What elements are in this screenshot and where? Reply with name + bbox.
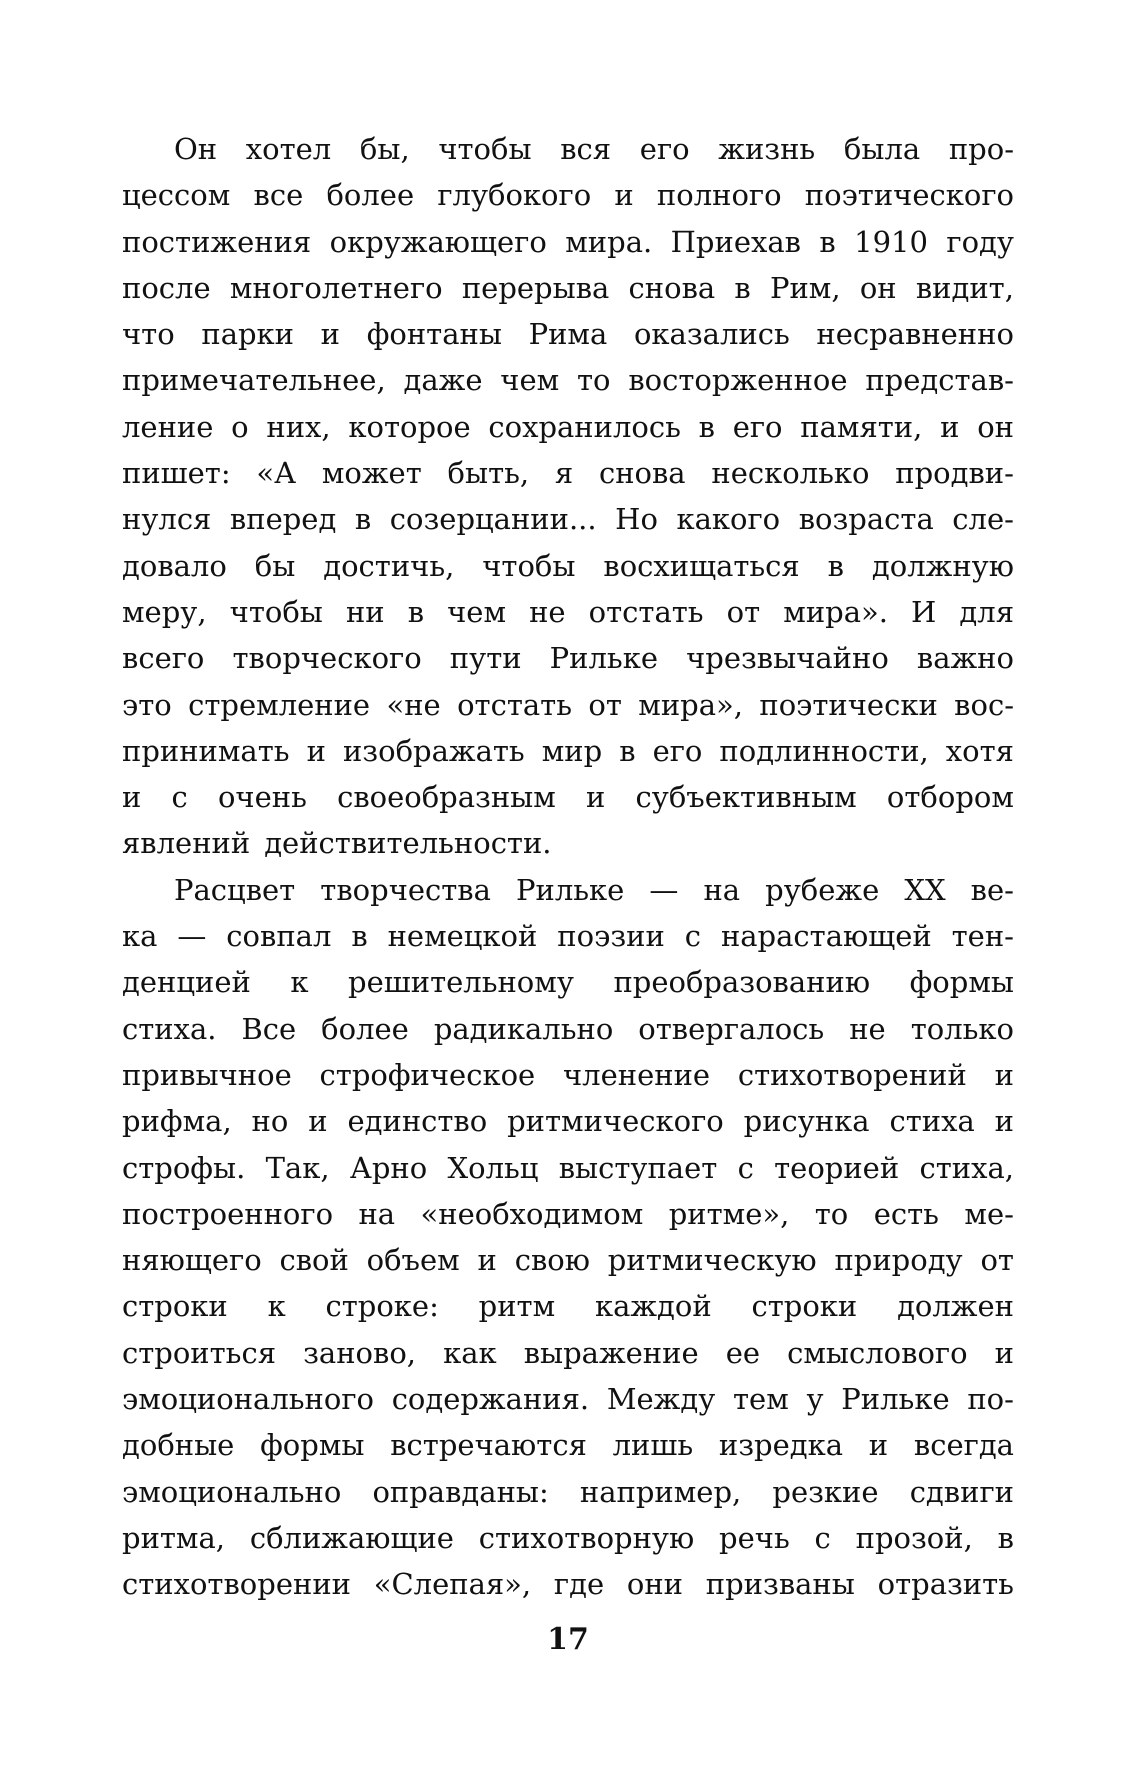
word: сле- bbox=[952, 502, 1014, 537]
word: глубокого bbox=[437, 178, 592, 213]
word: очень bbox=[217, 780, 307, 815]
word: всего bbox=[122, 641, 205, 676]
text-line bbox=[122, 1145, 1014, 1191]
word: есть bbox=[873, 1196, 939, 1231]
word: парки bbox=[201, 317, 294, 352]
word: и bbox=[320, 317, 341, 352]
word: подлинности, bbox=[719, 733, 929, 768]
word: «необходимом bbox=[420, 1196, 644, 1231]
word: многолетнего bbox=[229, 270, 443, 305]
word: и bbox=[994, 1104, 1014, 1139]
text-line bbox=[122, 1376, 1014, 1422]
word: субъективным bbox=[635, 780, 857, 815]
word: и bbox=[994, 1057, 1014, 1092]
word: стихотворений bbox=[737, 1057, 967, 1092]
word: и bbox=[868, 1428, 889, 1463]
word: резкие bbox=[772, 1474, 879, 1509]
word: которое bbox=[348, 409, 471, 444]
word: он bbox=[977, 409, 1014, 444]
word: полного bbox=[656, 178, 782, 213]
word: действительности. bbox=[264, 826, 552, 861]
word: И bbox=[911, 594, 937, 629]
word: созерцании... bbox=[389, 502, 597, 537]
word: выступает bbox=[558, 1150, 718, 1185]
text-line bbox=[122, 1515, 1014, 1561]
word: строфическое bbox=[319, 1057, 536, 1092]
text-line bbox=[122, 543, 1014, 589]
word: строиться bbox=[122, 1335, 277, 1370]
word: — bbox=[177, 919, 207, 954]
word: в bbox=[827, 548, 844, 583]
word: от bbox=[588, 687, 622, 722]
word: должную bbox=[871, 548, 1014, 583]
text-line bbox=[122, 219, 1014, 265]
word: его bbox=[639, 132, 690, 166]
text-line bbox=[122, 496, 1014, 542]
word: явлений bbox=[122, 826, 251, 861]
word: он bbox=[859, 270, 897, 305]
word: чем bbox=[500, 363, 560, 398]
word: восторженное bbox=[628, 363, 848, 398]
word: более bbox=[321, 1011, 409, 1046]
word: несколько bbox=[711, 456, 870, 491]
word: с bbox=[737, 1150, 754, 1185]
word: оказались bbox=[633, 317, 790, 352]
word: «Слепая», bbox=[373, 1567, 532, 1602]
word: Так, bbox=[265, 1150, 330, 1185]
word: встречаются bbox=[390, 1428, 587, 1463]
text-line bbox=[122, 867, 1014, 913]
word: вся bbox=[560, 132, 612, 166]
word: на bbox=[703, 872, 741, 907]
word: про- bbox=[948, 132, 1014, 166]
word: несравненно bbox=[816, 317, 1014, 352]
word: важно bbox=[916, 641, 1014, 676]
word: XX bbox=[904, 872, 946, 907]
word: для bbox=[959, 594, 1014, 629]
word: няющего bbox=[122, 1243, 262, 1278]
word: поэтически bbox=[759, 687, 938, 722]
word: денцией bbox=[122, 965, 251, 1000]
word: пути bbox=[449, 641, 522, 676]
word: где bbox=[553, 1567, 605, 1602]
text-line bbox=[122, 1469, 1014, 1515]
word: отстать bbox=[588, 594, 704, 629]
word: и bbox=[308, 1104, 328, 1139]
word: ритм bbox=[478, 1289, 556, 1324]
word: чем bbox=[447, 594, 507, 629]
word: Рильке bbox=[549, 641, 658, 676]
text-line bbox=[122, 172, 1014, 218]
word: ление bbox=[122, 409, 214, 444]
word: его bbox=[732, 409, 783, 444]
word: поэзии bbox=[557, 919, 665, 954]
word: в bbox=[734, 270, 751, 305]
word: ве- bbox=[970, 872, 1014, 907]
word: Расцвет bbox=[174, 872, 296, 907]
word: окружающего bbox=[329, 224, 547, 259]
word: чтобы bbox=[229, 594, 323, 629]
word: в bbox=[698, 409, 715, 444]
word: призваны bbox=[705, 1567, 855, 1602]
word: совпал bbox=[226, 919, 332, 954]
word: отбором bbox=[886, 780, 1014, 815]
word: довало bbox=[122, 548, 227, 583]
word: Он bbox=[174, 132, 218, 166]
word: представ- bbox=[865, 363, 1014, 398]
word: принимать bbox=[122, 733, 290, 768]
text-line bbox=[122, 126, 1014, 172]
word: свою bbox=[514, 1243, 590, 1278]
word: и bbox=[122, 780, 142, 815]
word: фонтаны bbox=[366, 317, 502, 352]
word: привычное bbox=[122, 1057, 292, 1092]
word: то bbox=[814, 1196, 849, 1231]
word: 1910 bbox=[854, 224, 928, 259]
word: объем bbox=[366, 1243, 460, 1278]
word: восхищаться bbox=[603, 548, 800, 583]
word: и bbox=[477, 1243, 497, 1278]
word: и bbox=[306, 733, 326, 768]
word: добные bbox=[122, 1428, 235, 1463]
word: Арно bbox=[349, 1150, 428, 1185]
word: эмоционально bbox=[122, 1474, 342, 1509]
word: от bbox=[980, 1243, 1014, 1278]
word: хотел bbox=[245, 132, 332, 166]
page-number: 17 bbox=[547, 1622, 589, 1657]
word: прозой, bbox=[855, 1520, 973, 1555]
word: о bbox=[231, 409, 249, 444]
word: чтобы bbox=[482, 548, 576, 583]
word: Но bbox=[615, 502, 658, 537]
word: строки bbox=[751, 1289, 858, 1324]
word: решительному bbox=[348, 965, 574, 1000]
word: чтобы bbox=[438, 132, 532, 166]
word: все bbox=[253, 178, 304, 213]
text-line bbox=[122, 682, 1014, 728]
word: творческого bbox=[232, 641, 422, 676]
word: не bbox=[529, 594, 566, 629]
word: сближающие bbox=[249, 1520, 454, 1555]
text-line bbox=[122, 1191, 1014, 1237]
word: строфы. bbox=[122, 1150, 246, 1185]
text-line bbox=[122, 1561, 1014, 1607]
word: на bbox=[358, 1196, 396, 1231]
word: должен bbox=[897, 1289, 1014, 1324]
word: например, bbox=[579, 1474, 742, 1509]
word: изредка bbox=[718, 1428, 844, 1463]
word: своеобразным bbox=[337, 780, 556, 815]
text-line bbox=[122, 265, 1014, 311]
text-line bbox=[122, 774, 1014, 820]
word: построенного bbox=[122, 1196, 334, 1231]
word: отразить bbox=[877, 1567, 1014, 1602]
word: в bbox=[407, 594, 425, 629]
word: Рильке bbox=[841, 1382, 950, 1417]
word: после bbox=[122, 270, 211, 305]
word: году bbox=[946, 224, 1014, 259]
body-text bbox=[122, 126, 1014, 1608]
text-line bbox=[122, 311, 1014, 357]
word: в bbox=[819, 224, 836, 259]
word: и bbox=[994, 1335, 1014, 1370]
word: стиха, bbox=[919, 1150, 1014, 1185]
word: с bbox=[814, 1520, 831, 1555]
word: выражение bbox=[523, 1335, 699, 1370]
word: творчества bbox=[320, 872, 491, 907]
word: стихотворную bbox=[478, 1520, 695, 1555]
word: даже bbox=[403, 363, 483, 398]
word: ее bbox=[725, 1335, 761, 1370]
word: ритмического bbox=[507, 1104, 724, 1139]
word: по- bbox=[967, 1382, 1014, 1417]
text-line bbox=[122, 404, 1014, 450]
word: к bbox=[267, 1289, 286, 1324]
word: стиха. bbox=[122, 1011, 217, 1046]
word: бы, bbox=[359, 132, 410, 166]
word: рифма, bbox=[122, 1104, 232, 1139]
word: но bbox=[251, 1104, 289, 1139]
word: Между bbox=[606, 1382, 716, 1417]
word: и bbox=[614, 178, 634, 213]
word: стремление bbox=[188, 687, 371, 722]
word: и bbox=[586, 780, 606, 815]
word: заново, bbox=[303, 1335, 416, 1370]
word: рубеже bbox=[765, 872, 880, 907]
word: формы bbox=[260, 1428, 365, 1463]
word: сдвиги bbox=[909, 1474, 1014, 1509]
word: ритмическую bbox=[607, 1243, 817, 1278]
word: радикально bbox=[433, 1011, 614, 1046]
word: бы bbox=[254, 548, 296, 583]
text-line bbox=[122, 728, 1014, 774]
word: отстать bbox=[457, 687, 573, 722]
word: формы bbox=[909, 965, 1014, 1000]
word: Рим, bbox=[769, 270, 841, 305]
word: нулся bbox=[122, 502, 212, 537]
word: стихотворении bbox=[122, 1567, 351, 1602]
word: жизнь bbox=[718, 132, 816, 166]
word: теорией bbox=[774, 1150, 900, 1185]
word: в bbox=[997, 1520, 1014, 1555]
word: смыслового bbox=[787, 1335, 968, 1370]
word: постижения bbox=[122, 224, 312, 259]
word: — bbox=[649, 872, 679, 907]
word: перерыва bbox=[461, 270, 610, 305]
word: преобразованию bbox=[613, 965, 871, 1000]
word: всегда bbox=[913, 1428, 1014, 1463]
word: его bbox=[652, 733, 703, 768]
word: только bbox=[910, 1011, 1014, 1046]
word: речь bbox=[719, 1520, 790, 1555]
word: с bbox=[171, 780, 188, 815]
word: они bbox=[626, 1567, 684, 1602]
word: быть, bbox=[447, 456, 530, 491]
word: достичь, bbox=[323, 548, 455, 583]
word: не bbox=[849, 1011, 886, 1046]
word: оправданы: bbox=[372, 1474, 549, 1509]
word: тен- bbox=[951, 919, 1014, 954]
word: что bbox=[122, 317, 175, 352]
word: «не bbox=[386, 687, 441, 722]
word: ни bbox=[345, 594, 385, 629]
text-line bbox=[122, 959, 1014, 1005]
word: это bbox=[122, 687, 172, 722]
word: отвергалось bbox=[638, 1011, 825, 1046]
word: единство bbox=[347, 1104, 488, 1139]
word: в bbox=[351, 919, 368, 954]
word: мира», bbox=[638, 687, 743, 722]
text-line bbox=[122, 1330, 1014, 1376]
word: поэтического bbox=[804, 178, 1014, 213]
word: как bbox=[443, 1335, 497, 1370]
text-line bbox=[122, 450, 1014, 496]
text-line bbox=[122, 635, 1014, 681]
word: мира. bbox=[565, 224, 653, 259]
word: меру, bbox=[122, 594, 207, 629]
word: стиха bbox=[889, 1104, 975, 1139]
word: нарастающей bbox=[720, 919, 932, 954]
text-line bbox=[122, 913, 1014, 959]
word: изображать bbox=[342, 733, 525, 768]
word: может bbox=[321, 456, 422, 491]
text-line bbox=[122, 1052, 1014, 1098]
word: ме- bbox=[964, 1196, 1014, 1231]
word: содержания. bbox=[391, 1382, 590, 1417]
word: хотя bbox=[945, 733, 1014, 768]
word: к bbox=[290, 965, 309, 1000]
word: была bbox=[843, 132, 921, 166]
word: то bbox=[577, 363, 611, 398]
word: с bbox=[684, 919, 701, 954]
text-line bbox=[122, 1237, 1014, 1283]
word: Рильке bbox=[516, 872, 625, 907]
word: какого bbox=[676, 502, 781, 537]
word: снова bbox=[598, 456, 686, 491]
word: вос- bbox=[954, 687, 1014, 722]
word: цессом bbox=[122, 178, 231, 213]
word: в bbox=[619, 733, 636, 768]
word: сохранилось bbox=[488, 409, 681, 444]
word: мира». bbox=[783, 594, 888, 629]
word: немецкой bbox=[387, 919, 538, 954]
word: эмоционального bbox=[122, 1382, 374, 1417]
word: лишь bbox=[612, 1428, 694, 1463]
word: более bbox=[326, 178, 415, 213]
text-line bbox=[122, 1422, 1014, 1468]
word: я bbox=[554, 456, 574, 491]
text-line bbox=[122, 820, 1014, 866]
word: чрезвычайно bbox=[686, 641, 889, 676]
word: «А bbox=[256, 456, 297, 491]
word: примечательнее, bbox=[122, 363, 386, 398]
word: строки bbox=[122, 1289, 228, 1324]
word: свой bbox=[279, 1243, 349, 1278]
word: Все bbox=[241, 1011, 297, 1046]
word: вперед bbox=[229, 502, 337, 537]
text-line bbox=[122, 589, 1014, 635]
word: членение bbox=[563, 1057, 711, 1092]
word: тем bbox=[733, 1382, 789, 1417]
word: снова bbox=[628, 270, 716, 305]
word: строке: bbox=[325, 1289, 439, 1324]
word: каждой bbox=[594, 1289, 712, 1324]
word: памяти, bbox=[800, 409, 923, 444]
word: у bbox=[806, 1382, 824, 1417]
word: от bbox=[726, 594, 761, 629]
word: видит, bbox=[915, 270, 1014, 305]
word: пишет: bbox=[122, 456, 231, 491]
word: ка bbox=[122, 919, 158, 954]
word: продви- bbox=[895, 456, 1014, 491]
word: в bbox=[354, 502, 372, 537]
word: возраста bbox=[798, 502, 934, 537]
text-line bbox=[122, 1098, 1014, 1144]
word: рисунка bbox=[743, 1104, 870, 1139]
word: ритме», bbox=[668, 1196, 790, 1231]
word: мир bbox=[541, 733, 603, 768]
word: Приехав bbox=[670, 224, 801, 259]
word: Хольц bbox=[447, 1150, 539, 1185]
word: Рима bbox=[528, 317, 608, 352]
text-line bbox=[122, 357, 1014, 403]
word: природу bbox=[834, 1243, 963, 1278]
text-line bbox=[122, 1006, 1014, 1052]
word: них, bbox=[266, 409, 331, 444]
text-line bbox=[122, 1283, 1014, 1329]
word: ритма, bbox=[122, 1520, 226, 1555]
word: и bbox=[940, 409, 960, 444]
